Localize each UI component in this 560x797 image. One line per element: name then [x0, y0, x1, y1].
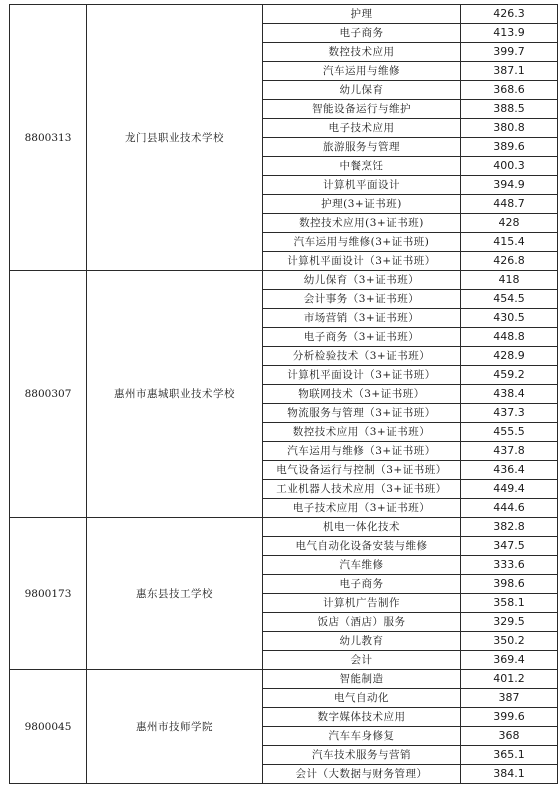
major-name: 机电一体化技术 — [263, 518, 461, 537]
major-name: 幼儿保育 — [263, 81, 461, 100]
admission-score: 418 — [461, 271, 558, 290]
major-name: 分析检验技术（3+证书班） — [263, 347, 461, 366]
admission-score: 329.5 — [461, 613, 558, 632]
admission-score: 350.2 — [461, 632, 558, 651]
admission-score: 399.7 — [461, 43, 558, 62]
admission-score-table — [9, 4, 558, 784]
admission-score: 399.6 — [461, 708, 558, 727]
major-name: 汽车运用与维修（3+证书班） — [263, 442, 461, 461]
major-name: 电子商务（3+证书班） — [263, 328, 461, 347]
school-name: 惠州市技师学院 — [87, 670, 263, 784]
school-code: 8800307 — [10, 271, 87, 518]
admission-score: 426.3 — [461, 5, 558, 24]
major-name: 汽车运用与维修(3+证书班) — [263, 233, 461, 252]
admission-score: 358.1 — [461, 594, 558, 613]
admission-score: 347.5 — [461, 537, 558, 556]
admission-score: 415.4 — [461, 233, 558, 252]
admission-score: 382.8 — [461, 518, 558, 537]
major-name: 智能设备运行与维护 — [263, 100, 461, 119]
table-row — [10, 518, 558, 537]
major-name: 电子商务 — [263, 24, 461, 43]
admission-score: 388.5 — [461, 100, 558, 119]
admission-score: 437.8 — [461, 442, 558, 461]
major-name: 数控技术应用 — [263, 43, 461, 62]
major-name: 电子技术应用（3+证书班） — [263, 499, 461, 518]
admission-score: 387 — [461, 689, 558, 708]
major-name: 电气自动化 — [263, 689, 461, 708]
admission-score: 449.4 — [461, 480, 558, 499]
major-name: 护理(3+证书班) — [263, 195, 461, 214]
admission-score: 454.5 — [461, 290, 558, 309]
major-name: 电子商务 — [263, 575, 461, 594]
major-name: 数控技术应用(3+证书班) — [263, 214, 461, 233]
school-code: 8800313 — [10, 5, 87, 271]
school-name: 惠州市惠城职业技术学校 — [87, 271, 263, 518]
major-name: 幼儿教育 — [263, 632, 461, 651]
school-code: 9800045 — [10, 670, 87, 784]
major-name: 物联网技术（3+证书班） — [263, 385, 461, 404]
major-name: 护理 — [263, 5, 461, 24]
major-name: 工业机器人技术应用（3+证书班） — [263, 480, 461, 499]
admission-score: 459.2 — [461, 366, 558, 385]
school-name: 龙门县职业技术学校 — [87, 5, 263, 271]
admission-score: 444.6 — [461, 499, 558, 518]
admission-score: 400.3 — [461, 157, 558, 176]
admission-score: 430.5 — [461, 309, 558, 328]
admission-score: 438.4 — [461, 385, 558, 404]
admission-score: 413.9 — [461, 24, 558, 43]
admission-score: 426.8 — [461, 252, 558, 271]
major-name: 会计事务（3+证书班） — [263, 290, 461, 309]
table-body — [10, 5, 558, 784]
admission-score: 333.6 — [461, 556, 558, 575]
major-name: 数字媒体技术应用 — [263, 708, 461, 727]
major-name: 汽车技术服务与营销 — [263, 746, 461, 765]
admission-score: 389.6 — [461, 138, 558, 157]
admission-score: 401.2 — [461, 670, 558, 689]
admission-score: 365.1 — [461, 746, 558, 765]
admission-score: 368.6 — [461, 81, 558, 100]
admission-score: 455.5 — [461, 423, 558, 442]
table-row — [10, 271, 558, 290]
major-name: 市场营销（3+证书班） — [263, 309, 461, 328]
major-name: 汽车运用与维修 — [263, 62, 461, 81]
admission-score: 384.1 — [461, 765, 558, 784]
school-name: 惠东县技工学校 — [87, 518, 263, 670]
major-name: 饭店（酒店）服务 — [263, 613, 461, 632]
table-row — [10, 5, 558, 24]
major-name: 数控技术应用（3+证书班） — [263, 423, 461, 442]
major-name: 电气自动化设备安装与维修 — [263, 537, 461, 556]
admission-score: 387.1 — [461, 62, 558, 81]
major-name: 计算机平面设计（3+证书班） — [263, 366, 461, 385]
admission-score: 437.3 — [461, 404, 558, 423]
major-name: 旅游服务与管理 — [263, 138, 461, 157]
admission-score: 428 — [461, 214, 558, 233]
admission-score: 394.9 — [461, 176, 558, 195]
major-name: 会计 — [263, 651, 461, 670]
major-name: 电气设备运行与控制（3+证书班） — [263, 461, 461, 480]
admission-score: 368 — [461, 727, 558, 746]
admission-score: 380.8 — [461, 119, 558, 138]
major-name: 会计（大数据与财务管理） — [263, 765, 461, 784]
admission-score: 428.9 — [461, 347, 558, 366]
major-name: 幼儿保育（3+证书班） — [263, 271, 461, 290]
major-name: 中餐烹饪 — [263, 157, 461, 176]
table-row — [10, 670, 558, 689]
major-name: 汽车车身修复 — [263, 727, 461, 746]
major-name: 计算机广告制作 — [263, 594, 461, 613]
admission-score: 448.8 — [461, 328, 558, 347]
major-name: 汽车维修 — [263, 556, 461, 575]
admission-score: 436.4 — [461, 461, 558, 480]
major-name: 电子技术应用 — [263, 119, 461, 138]
major-name: 智能制造 — [263, 670, 461, 689]
admission-score: 448.7 — [461, 195, 558, 214]
major-name: 计算机平面设计 — [263, 176, 461, 195]
admission-score: 369.4 — [461, 651, 558, 670]
admission-score: 398.6 — [461, 575, 558, 594]
major-name: 计算机平面设计（3+证书班） — [263, 252, 461, 271]
school-code: 9800173 — [10, 518, 87, 670]
major-name: 物流服务与管理（3+证书班） — [263, 404, 461, 423]
